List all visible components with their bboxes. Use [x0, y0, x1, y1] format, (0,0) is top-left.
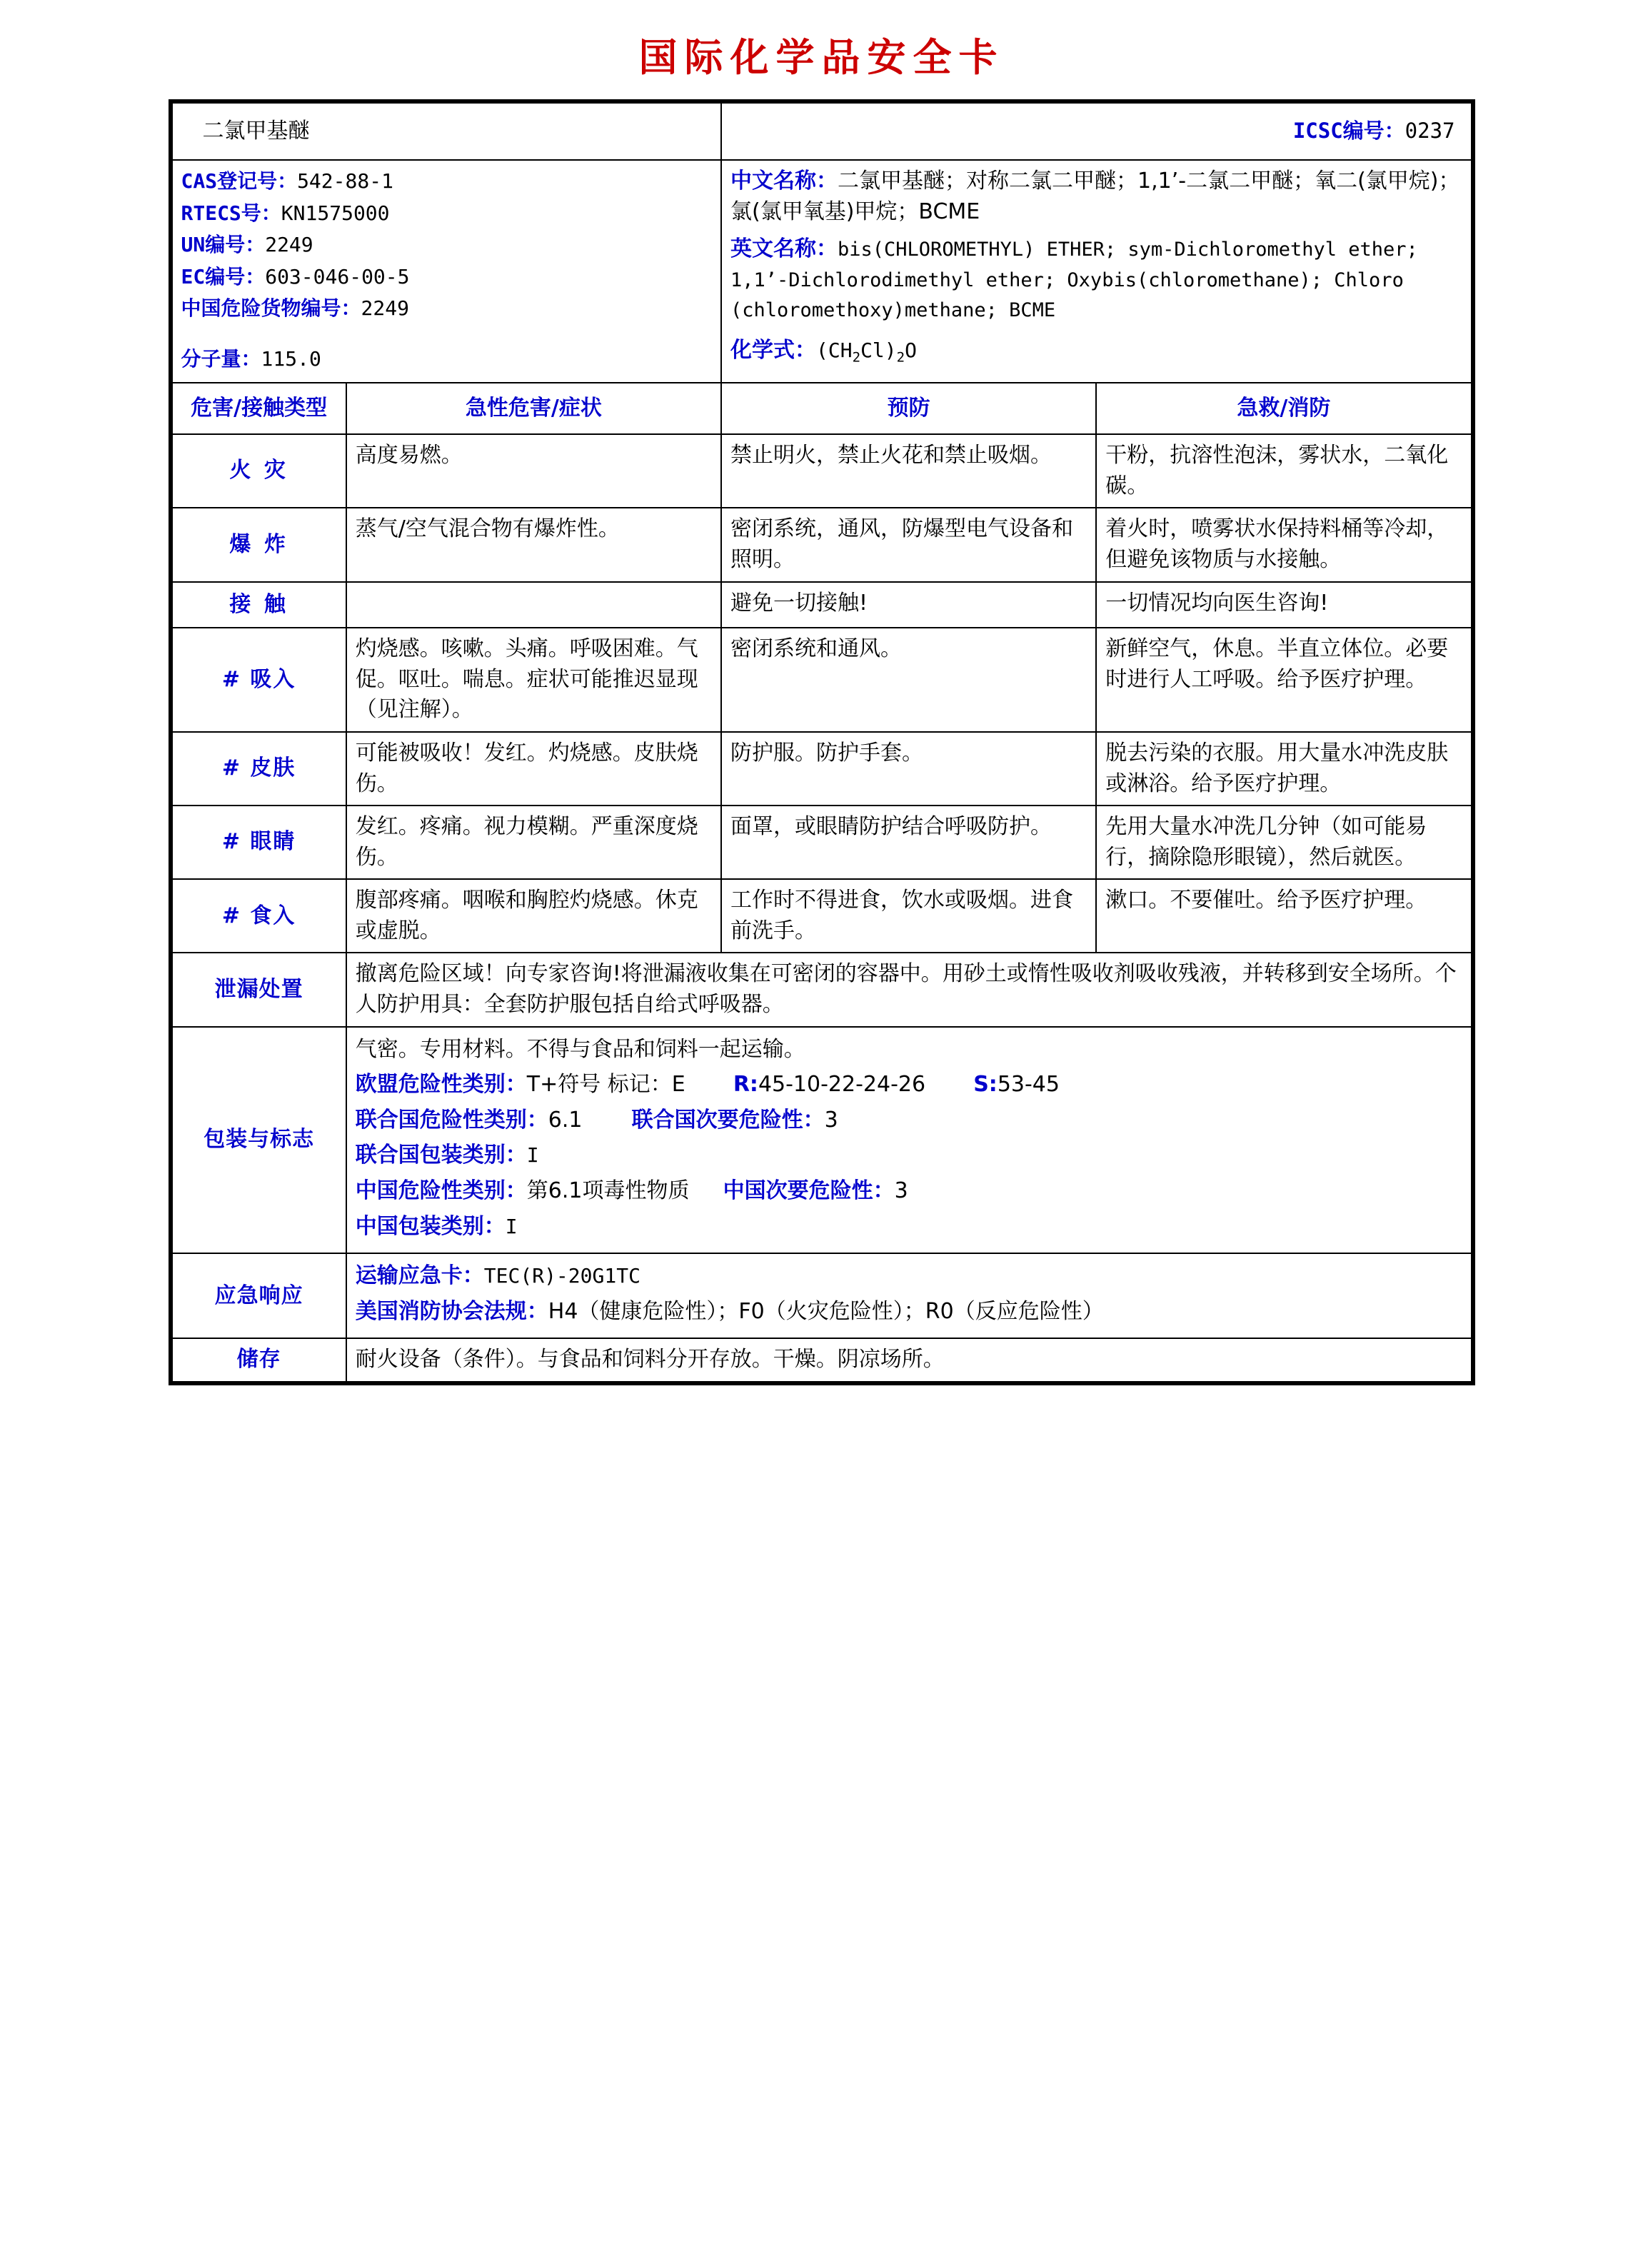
- formula-sub1: 2: [852, 349, 861, 366]
- hazard-firstaid-exposure: 一切情况均向医生咨询!: [1096, 582, 1471, 628]
- eu-s-value: 53-45: [997, 1072, 1060, 1098]
- spill-label: 泄漏处置: [172, 953, 346, 1026]
- emergency-row: [172, 1253, 1472, 1338]
- icsc-number-cell: [721, 103, 1471, 160]
- icsc-number: 0237: [1405, 118, 1455, 143]
- table-row: [172, 582, 1472, 628]
- hazard-col-header-firstaid: 急救/消防: [1096, 383, 1471, 435]
- formula-row: [730, 336, 1462, 368]
- hazard-acute-skin: 可能被吸收！发红。灼烧感。皮肤烧伤。: [346, 732, 721, 806]
- hazard-firstaid-explosion: 着火时，喷雾状水保持料桶等冷却，但避免该物质与水接触。: [1096, 508, 1471, 581]
- storage-row: [172, 1338, 1472, 1382]
- hazard-firstaid-ingestion: 漱口。不要催吐。给予医疗护理。: [1096, 879, 1471, 953]
- hazard-prevention-fire: 禁止明火，禁止火花和禁止吸烟。: [721, 434, 1096, 508]
- hazard-acute-explosion: 蒸气/空气混合物有爆炸性。: [346, 508, 721, 581]
- hazard-acute-inhalation: 灼烧感。咳嗽。头痛。呼吸困难。气促。呕吐。喘息。症状可能推迟显现（见注解）。: [346, 628, 721, 732]
- ec-label: EC编号：: [181, 264, 266, 288]
- hazard-firstaid-fire: 干粉，抗溶性泡沫，雾状水，二氧化碳。: [1096, 434, 1471, 508]
- nfpa-line: [356, 1297, 1462, 1328]
- hazard-acute-ingestion: 腹部疼痛。咽喉和胸腔灼烧感。休克或虚脱。: [346, 879, 721, 953]
- cas-label: CAS登记号：: [181, 169, 298, 193]
- hazard-prevention-skin: 防护服。防护手套。: [721, 732, 1096, 806]
- packaging-label: 包装与标志: [172, 1027, 346, 1254]
- ec-value: 603-046-00-5: [265, 264, 410, 288]
- hazard-type-fire: 火 灾: [172, 434, 346, 508]
- substance-name: 二氯甲基醚: [172, 103, 722, 160]
- un-row: [181, 230, 713, 261]
- un-packing-group-line: [356, 1140, 1462, 1171]
- rtecs-value: KN1575000: [281, 201, 390, 225]
- hazard-firstaid-inhalation: 新鲜空气，休息。半直立体位。必要时进行人工呼吸。给予医疗护理。: [1096, 628, 1471, 732]
- formula-mid: Cl): [860, 338, 897, 362]
- formula-sub2: 2: [896, 349, 905, 366]
- table-row: [172, 879, 1472, 953]
- cn-dangerous-label: 中国危险货物编号：: [181, 296, 361, 321]
- hazard-type-skin: # 皮肤: [172, 732, 346, 806]
- rtecs-label: RTECS号：: [181, 201, 281, 225]
- rtecs-row: [181, 199, 713, 229]
- cn-subsidiary-value: 3: [894, 1178, 908, 1204]
- en-name-label: 英文名称：: [730, 236, 838, 262]
- cn-pack-label: 中国包装类别：: [355, 1213, 506, 1239]
- spill-text: 撤离危险区域！向专家咨询!将泄漏液收集在可密闭的容器中。用砂土或惰性吸收剂吸收残液，并转移到安全场所。个人防护用具：全套防护服包括自给式呼吸器。: [346, 953, 1472, 1026]
- storage-label: 储存: [172, 1338, 346, 1382]
- eu-class-value: T+符号 标记：E: [526, 1072, 685, 1098]
- table-row: [172, 806, 1472, 879]
- nfpa-label: 美国消防协会法规：: [355, 1298, 548, 1324]
- mw-value: 115.0: [261, 346, 321, 371]
- hazard-type-inhalation: # 吸入: [172, 628, 346, 732]
- icsc-label: ICSC编号：: [1292, 118, 1405, 143]
- cas-value: 542-88-1: [297, 169, 393, 193]
- hazard-prevention-eyes: 面罩，或眼睛防护结合呼吸防护。: [721, 806, 1096, 879]
- cn-pack-value: I: [505, 1214, 518, 1238]
- identification-right: [721, 160, 1471, 383]
- un-pack-label: 联合国包装类别：: [355, 1143, 527, 1168]
- formula-suffix: O: [905, 338, 917, 362]
- page-title: 国际化学品安全卡: [638, 35, 1005, 80]
- eu-s-label: S:: [973, 1072, 998, 1098]
- hazard-firstaid-eyes: 先用大量水冲洗几分钟（如可能易行，摘除隐形眼镜），然后就医。: [1096, 806, 1471, 879]
- table-row: [172, 732, 1472, 806]
- un-class-label: 联合国危险性类别：: [355, 1107, 548, 1133]
- cn-dangerous-goods-row: [181, 293, 713, 324]
- hazard-prevention-exposure: 避免一切接触!: [721, 582, 1096, 628]
- cn-subsidiary-label: 中国次要危险性：: [723, 1178, 895, 1204]
- hazard-type-explosion: 爆 炸: [172, 508, 346, 581]
- cas-row: [181, 166, 713, 197]
- spacer: [181, 326, 713, 344]
- formula-label: 化学式：: [730, 337, 817, 363]
- hazard-header-row: [172, 383, 1472, 435]
- table-row: [172, 434, 1472, 508]
- hazard-prevention-inhalation: 密闭系统和通风。: [721, 628, 1096, 732]
- un-label: UN编号：: [181, 233, 266, 257]
- eu-r-label: R:: [733, 1072, 758, 1098]
- un-hazard-class-line: [356, 1105, 1462, 1136]
- hazard-type-ingestion: # 食入: [172, 879, 346, 953]
- un-value: 2249: [265, 233, 313, 257]
- cn-hazard-class-line: [356, 1176, 1462, 1207]
- ec-row: [181, 262, 713, 293]
- hazard-prevention-explosion: 密闭系统，通风，防爆型电气设备和照明。: [721, 508, 1096, 581]
- hazard-acute-fire: 高度易燃。: [346, 434, 721, 508]
- tec-label: 运输应急卡：: [355, 1263, 484, 1289]
- hazard-col-header-prevention: 预防: [721, 383, 1096, 435]
- packaging-row: [172, 1027, 1472, 1254]
- cn-dangerous-value: 2249: [361, 296, 409, 321]
- un-class-value: 6.1: [548, 1107, 583, 1133]
- hazard-prevention-ingestion: 工作时不得进食，饮水或吸烟。进食前洗手。: [721, 879, 1096, 953]
- hazard-col-header-type: 危害/接触类型: [172, 383, 346, 435]
- english-names-row: [730, 234, 1462, 326]
- eu-class-label: 欧盟危险性类别：: [355, 1072, 527, 1098]
- hazard-type-eyes: # 眼睛: [172, 806, 346, 879]
- emergency-label: 应急响应: [172, 1253, 346, 1338]
- hazard-type-exposure: 接 触: [172, 582, 346, 628]
- un-pack-value: I: [526, 1143, 539, 1168]
- cn-class-label: 中国危险性类别：: [355, 1178, 527, 1204]
- formula-value: [816, 338, 917, 366]
- identification-row: [172, 160, 1472, 383]
- cn-class-value: 第6.1项毒性物质: [526, 1178, 690, 1204]
- cn-name-value: 二氯甲基醚；对称二氯二甲醚；1,1’-二氯二甲醚；氧二(氯甲烷)；氯(氯甲氧基)甲烷；BCME: [730, 169, 1460, 224]
- hazard-acute-exposure: [346, 582, 721, 628]
- en-name-value: bis(CHLOROMETHYL) ETHER; sym-Dichloromethyl ether; 1,1’-Dichlorodimethyl ether; Oxybis(chloromethane); Chloro (chloromethoxy)methane; BCME: [730, 239, 1418, 322]
- tec-value: TEC(R)-20G1TC: [483, 1264, 640, 1288]
- icsc-card: [169, 99, 1475, 1385]
- un-subsidiary-label: 联合国次要危险性：: [631, 1107, 825, 1133]
- eu-hazard-class-line: [356, 1070, 1462, 1100]
- un-subsidiary-value: 3: [824, 1107, 838, 1133]
- hazard-col-header-acute: 急性危害/症状: [346, 383, 721, 435]
- table-row: [172, 628, 1472, 732]
- hazard-firstaid-skin: 脱去污染的衣服。用大量水冲洗皮肤或淋浴。给予医疗护理。: [1096, 732, 1471, 806]
- identification-left: [172, 160, 722, 383]
- eu-r-value: 45-10-22-24-26: [758, 1072, 926, 1098]
- card-header-row: [172, 103, 1472, 160]
- icsc-table: [171, 102, 1472, 1383]
- cn-name-label: 中文名称：: [730, 169, 838, 194]
- storage-text: 耐火设备（条件）。与食品和饲料分开存放。干燥。阴凉场所。: [346, 1338, 1472, 1382]
- chinese-names-row: [730, 166, 1462, 227]
- emergency-body: [346, 1253, 1472, 1338]
- tec-line: [356, 1261, 1462, 1292]
- cn-packing-group-line: [356, 1212, 1462, 1243]
- formula-prefix: (CH: [816, 338, 853, 362]
- molecular-weight-row: [181, 344, 713, 375]
- table-row: [172, 508, 1472, 581]
- spill-row: [172, 953, 1472, 1026]
- packaging-line1: 气密。专用材料。不得与食品和饲料一起运输。: [355, 1036, 805, 1062]
- packaging-body: [346, 1027, 1472, 1254]
- mw-label: 分子量：: [181, 346, 261, 371]
- nfpa-value: H4（健康危险性）；F0（火灾危险性）；R0（反应危险性）: [548, 1298, 1104, 1324]
- hazard-acute-eyes: 发红。疼痛。视力模糊。严重深度烧伤。: [346, 806, 721, 879]
